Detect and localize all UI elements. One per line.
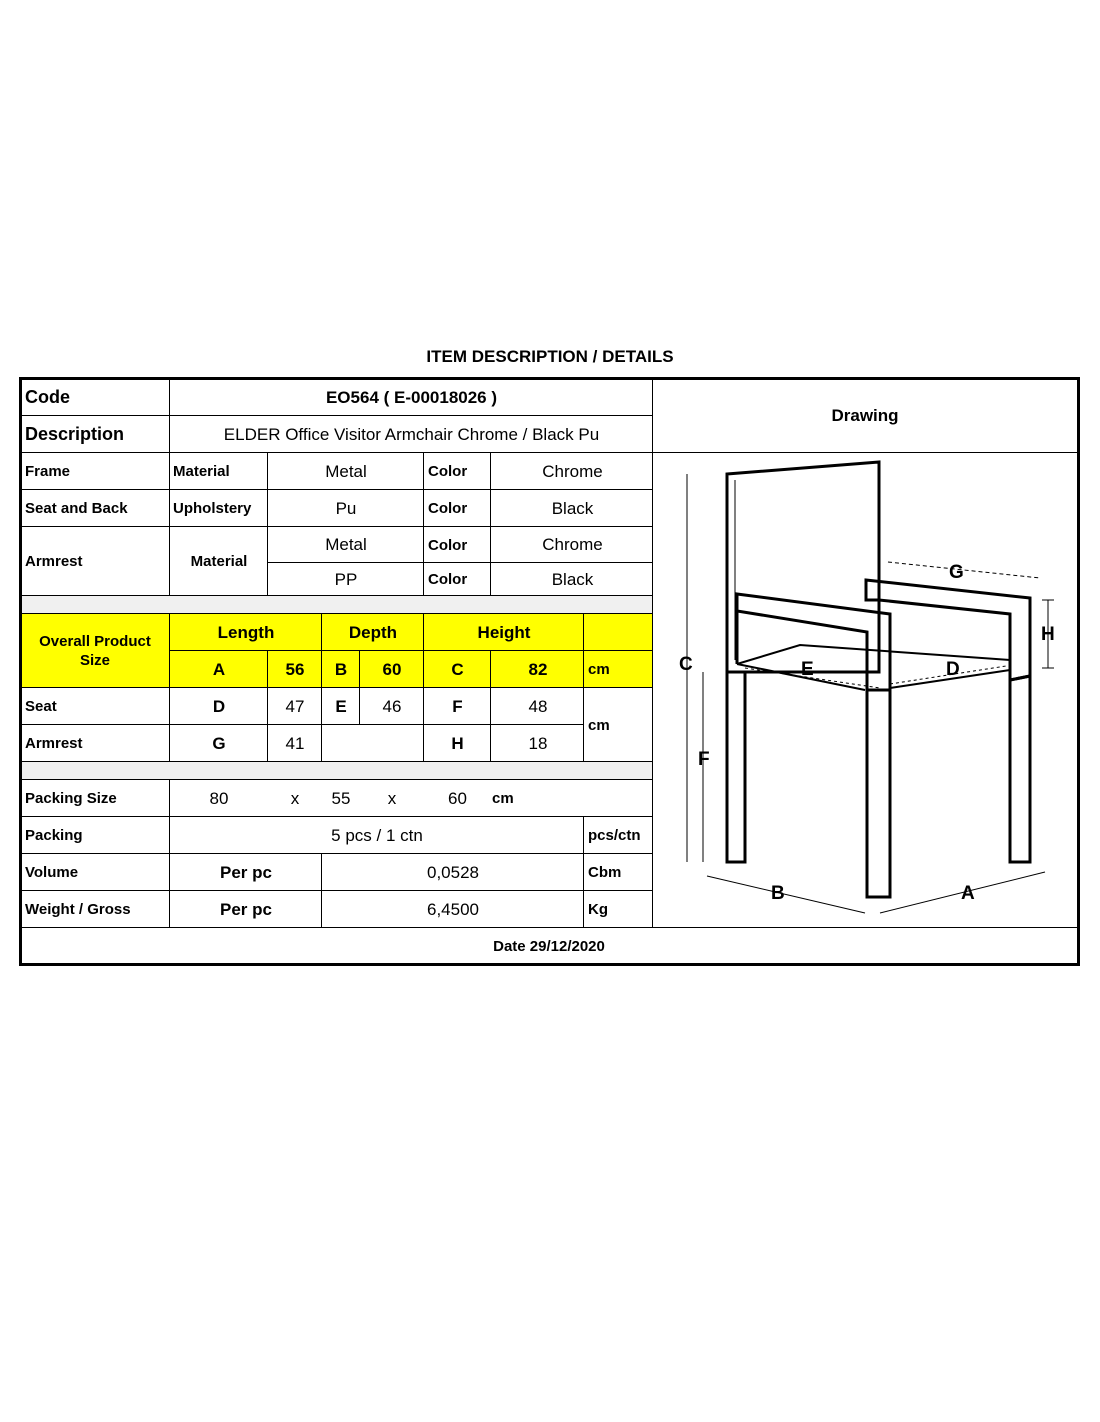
drawing-letter-d: D xyxy=(946,659,960,680)
code-label: Code xyxy=(25,387,70,407)
drawing-letter-f: F xyxy=(698,749,710,770)
packing-size-height: 60 xyxy=(448,788,467,808)
drawing-label: Drawing xyxy=(831,405,899,425)
drawing-letter-g: G xyxy=(949,562,964,583)
depth-label: Depth xyxy=(348,622,398,642)
packing-size-width: 55 xyxy=(331,788,351,808)
drawing-letter-a: A xyxy=(961,883,975,904)
armrest-color-label-2: Color xyxy=(428,571,468,588)
packing-size-length: 80 xyxy=(209,788,229,808)
overall-size-label: Overall Product Size xyxy=(39,633,151,669)
dim-a-value: 56 xyxy=(285,659,305,679)
dim-f-letter: F xyxy=(452,696,463,716)
packing-size-x-1: x xyxy=(290,788,300,808)
armrest-material-type-label: Material xyxy=(190,553,248,570)
drawing-letter-e: E xyxy=(801,659,814,680)
packing-size-unit: cm xyxy=(492,790,514,807)
description-value: ELDER Office Visitor Armchair Chrome / Black Pu xyxy=(223,424,600,444)
armrest-material-label: Armrest xyxy=(25,553,83,570)
armrest-color-value-1: Chrome xyxy=(542,535,603,554)
frame-color-label: Color xyxy=(428,463,468,480)
dim-g-letter: G xyxy=(212,733,226,753)
dim-d-letter: D xyxy=(212,696,226,716)
volume-value: 0,0528 xyxy=(427,862,479,882)
seat-back-label: Seat and Back xyxy=(25,500,128,517)
dim-c-value: 82 xyxy=(528,659,548,679)
dim-a-letter: A xyxy=(212,659,226,679)
drawing-letter-c: C xyxy=(679,654,693,675)
frame-material-label: Material xyxy=(173,463,230,480)
spec-sheet-border xyxy=(19,377,1080,966)
volume-per: Per pc xyxy=(220,862,272,882)
drawing-letter-h: H xyxy=(1041,624,1055,645)
date-footer: Date 29/12/2020 xyxy=(493,937,605,955)
dims-unit: cm xyxy=(588,716,610,734)
weight-label: Weight / Gross xyxy=(25,901,131,918)
frame-material-value: Metal xyxy=(325,461,367,481)
dim-e-value: 46 xyxy=(382,696,402,716)
weight-unit: Kg xyxy=(588,901,608,918)
weight-value: 6,4500 xyxy=(427,899,479,919)
packing-size-label: Packing Size xyxy=(25,790,117,807)
armrest-dims-label: Armrest xyxy=(25,735,83,752)
dim-g-value: 41 xyxy=(285,733,305,753)
seat-back-color-value: Black xyxy=(551,498,594,518)
armrest-material-value-1: Metal xyxy=(325,535,367,554)
description-label: Description xyxy=(25,424,125,444)
armrest-color-value-2: Black xyxy=(551,569,594,589)
armrest-color-label-1: Color xyxy=(428,536,468,554)
packing-value: 5 pcs / 1 ctn xyxy=(331,825,423,845)
weight-per: Per pc xyxy=(220,899,272,919)
seat-back-color-label: Color xyxy=(428,500,468,517)
seat-back-upholstery-value: Pu xyxy=(335,498,357,518)
dim-f-value: 48 xyxy=(528,696,548,716)
volume-unit: Cbm xyxy=(588,864,622,881)
overall-unit: cm xyxy=(588,661,610,678)
page-title: ITEM DESCRIPTION / DETAILS xyxy=(426,347,674,366)
packing-size-x-2: x xyxy=(387,788,397,808)
dim-e-letter: E xyxy=(335,696,347,716)
volume-label: Volume xyxy=(25,864,79,881)
dim-h-value: 18 xyxy=(528,733,548,753)
length-label: Length xyxy=(217,622,275,642)
height-label: Height xyxy=(477,622,531,642)
dim-b-value: 60 xyxy=(382,659,402,679)
dim-d-value: 47 xyxy=(285,696,305,716)
frame-color-value: Chrome xyxy=(542,461,603,481)
dim-b-letter: B xyxy=(334,659,348,679)
dim-h-letter: H xyxy=(451,733,464,753)
code-value: EO564 ( E-00018026 ) xyxy=(325,387,498,407)
seat-dims-label: Seat xyxy=(25,698,57,715)
packing-unit: pcs/ctn xyxy=(588,827,641,844)
dim-c-letter: C xyxy=(451,659,464,679)
armrest-material-value-2: PP xyxy=(334,569,358,589)
drawing-letter-b: B xyxy=(771,883,785,904)
packing-label: Packing xyxy=(25,827,83,844)
seat-back-upholstery-label: Upholstery xyxy=(173,500,252,517)
frame-label: Frame xyxy=(25,463,71,480)
